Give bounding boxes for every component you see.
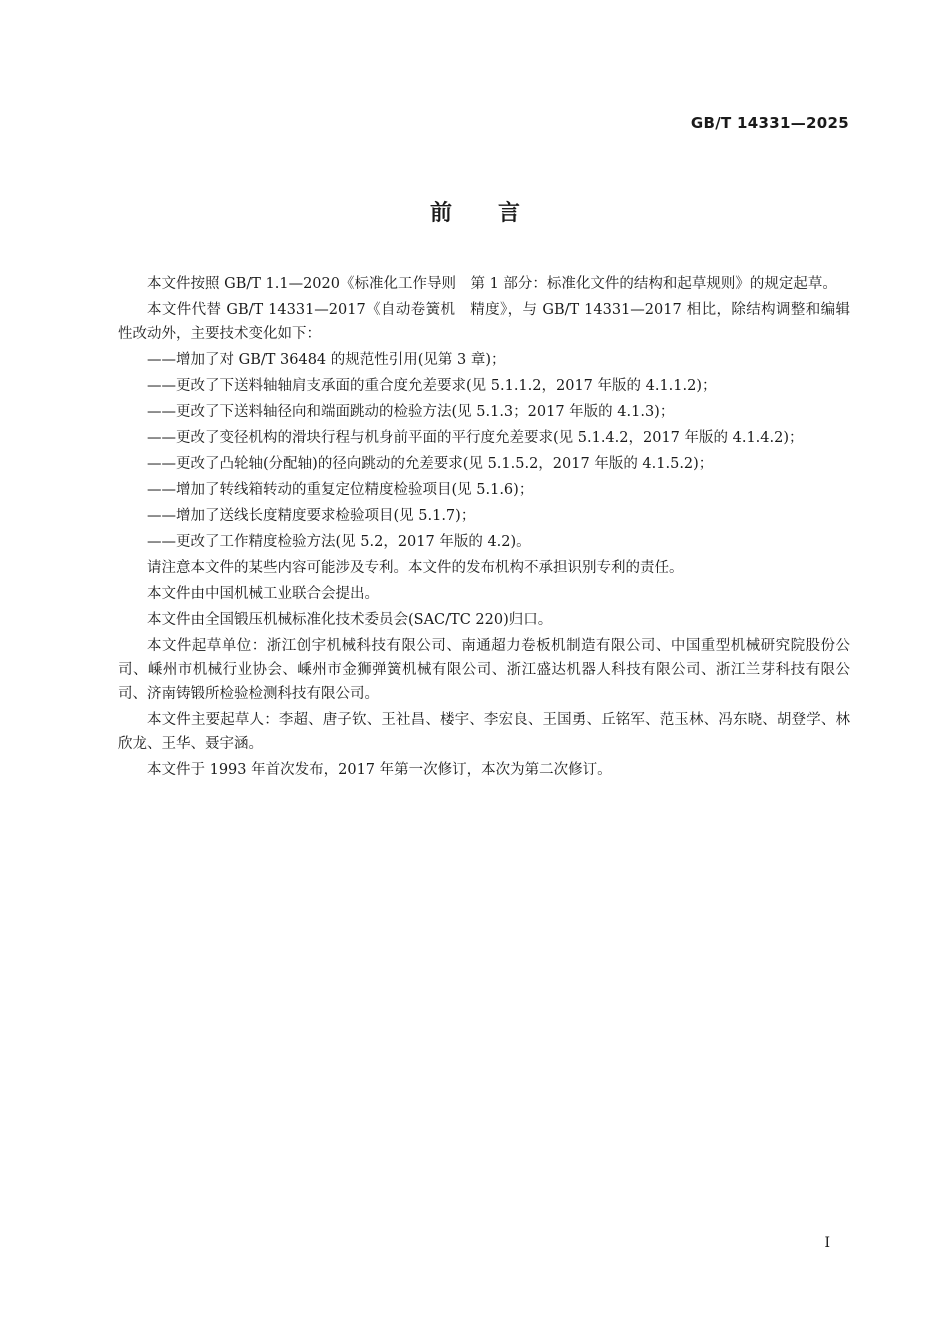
- page-title: 前言: [429, 201, 566, 226]
- standard-number: GB/T 14331—2025: [690, 114, 849, 132]
- change-item: ——更改了下送料轴径向和端面跳动的检验方法(见 5.1.3；2017 年版的 4.1.3)；: [147, 404, 675, 420]
- changes-list: [118, 348, 850, 554]
- proposer-statement: 本文件由中国机械工业联合会提出。: [147, 586, 379, 602]
- foreword-body: [118, 272, 850, 784]
- intro-paragraph: 本文件按照 GB/T 1.1—2020《标准化工作导则 第 1 部分：标准化文件的结构和起草规则》的规定起草。: [147, 276, 837, 292]
- drafting-units: 本文件起草单位：浙江创宇机械科技有限公司、南通超力卷板机制造有限公司、中国重型机械研究院股份公司、嵊州市机械行业协会、嵊州市金狮弹簧机械有限公司、浙江盛达机器人科技有限公司、浙江兰芽科技有限公司、济南铸锻所检验检测科技有限公司。: [118, 638, 850, 702]
- change-item: ——更改了下送料轴轴肩支承面的重合度允差要求(见 5.1.1.2，2017 年版的 4.1.1.2)；: [147, 378, 717, 394]
- change-item: ——增加了对 GB/T 36484 的规范性引用(见第 3 章)；: [147, 352, 506, 368]
- intro-paragraph: 本文件代替 GB/T 14331—2017《自动卷簧机 精度》，与 GB/T 14331—2017 相比，除结构调整和编辑性改动外，主要技术变化如下：: [118, 302, 850, 342]
- change-item: ——增加了转线箱转动的重复定位精度检验项目(见 5.1.6)；: [147, 482, 534, 498]
- change-item: ——更改了工作精度检验方法(见 5.2，2017 年版的 4.2)。: [147, 534, 531, 550]
- drafters: 本文件主要起草人：李超、唐子钦、王社昌、楼宇、李宏良、王国勇、丘铭军、范玉林、冯东晓、胡登学、林欣龙、王华、聂宇涵。: [118, 712, 850, 752]
- publication-history: 本文件于 1993 年首次发布，2017 年第一次修订，本次为第二次修订。: [147, 762, 612, 778]
- committee-statement: 本文件由全国锻压机械标准化技术委员会(SAC/TC 220)归口。: [147, 612, 553, 628]
- change-item: ——更改了变径机构的滑块行程与机身前平面的平行度允差要求(见 5.1.4.2，2017 年版的 4.1.4.2)；: [147, 430, 804, 446]
- change-item: ——更改了凸轮轴(分配轴)的径向跳动的允差要求(见 5.1.5.2，2017 年版的 4.1.5.2)；: [147, 456, 714, 472]
- page-number: I: [824, 1235, 830, 1251]
- patent-notice: 请注意本文件的某些内容可能涉及专利。本文件的发布机构不承担识别专利的责任。: [147, 560, 684, 576]
- change-item: ——增加了送线长度精度要求检验项目(见 5.1.7)；: [147, 508, 476, 524]
